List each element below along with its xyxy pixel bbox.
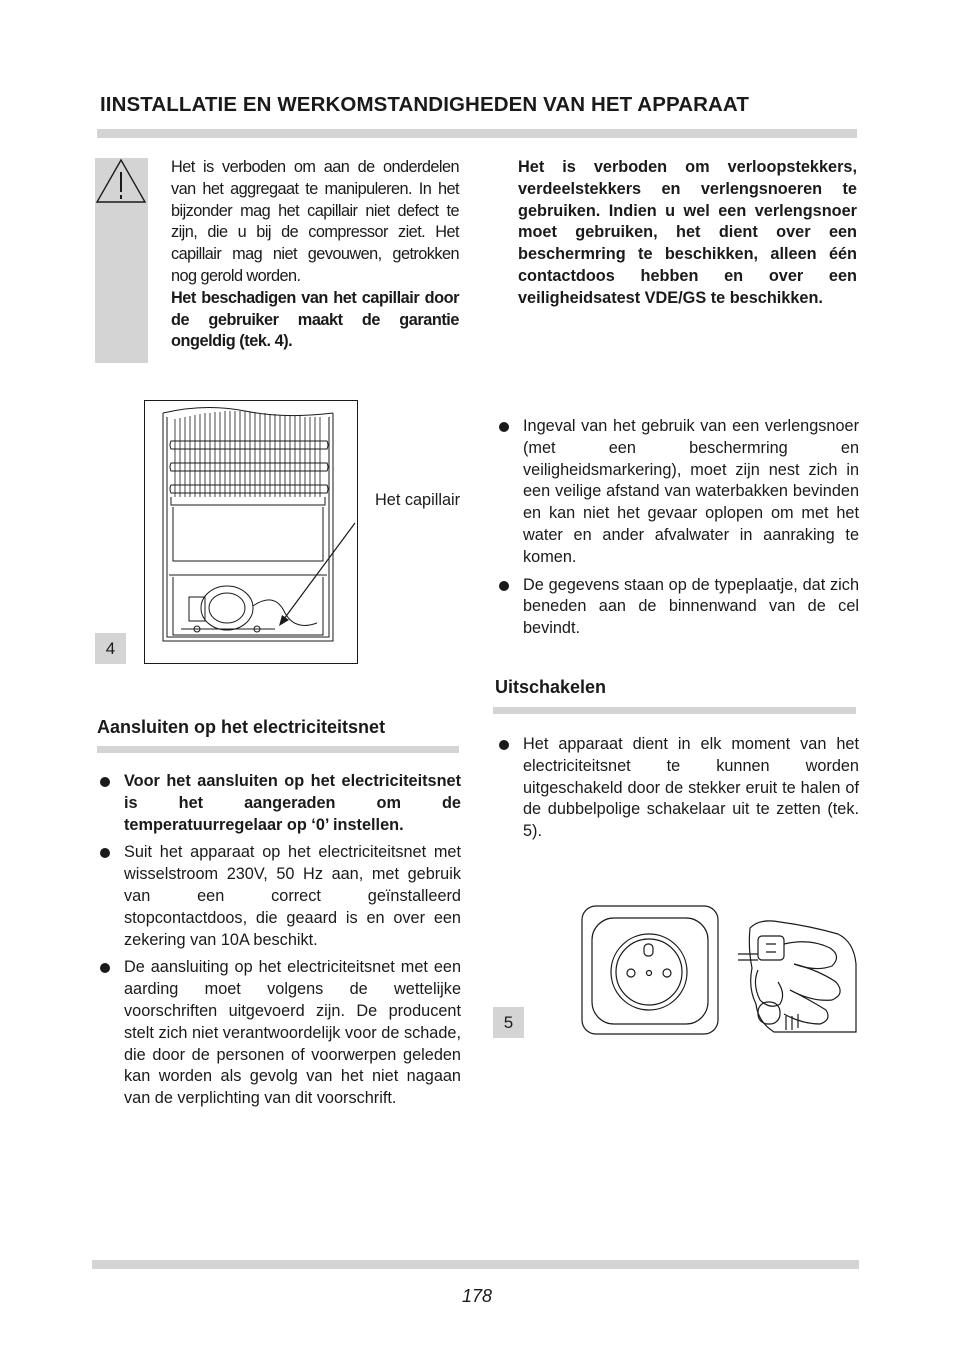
fridge-condenser-illustration <box>145 401 357 663</box>
figure-4-fridge-back <box>144 400 358 664</box>
list-item: Voor het aansluiten op het electriciteitsnet is het aangeraden om de temperatuurregelaar op ‘0’ instellen. <box>97 771 461 836</box>
figure-4-label: 4 <box>95 633 126 664</box>
socket-and-plug-illustration <box>580 904 860 1039</box>
footer-rule <box>92 1260 859 1269</box>
connect-heading: Aansluiten op het electriciteitsnet <box>97 717 386 737</box>
switch-off-heading: Uitschakelen <box>495 677 607 697</box>
connect-rule <box>97 746 459 753</box>
list-item: De gegevens staan op de typeplaatje, dat zich beneden aan de binnenwand van de cel bevindt. <box>496 575 859 640</box>
warning-triangle-icon <box>95 158 148 210</box>
warning-normal-text: Het is verboden om aan de onderdelen van het aggregaat te manipuleren. In het bijzonder mag het capillair niet defect te zijn, die u bij de compressor ziet. Het capillair mag niet gevouwen, getrokken nog gerold worden. <box>171 158 459 285</box>
figure-5-socket-and-plug <box>580 904 860 1039</box>
warning-bold-text: Het beschadigen van het capillair door de gebruiker maakt de garantie ongeldig (tek. 4). <box>171 288 459 351</box>
connect-list <box>97 771 461 1116</box>
switch-off-rule <box>493 707 856 714</box>
warning-bar <box>95 158 148 363</box>
extension-notes <box>496 416 859 646</box>
list-item: Het apparaat dient in elk moment van het electriciteitsnet te kunnen worden uitgeschakeld door de stekker eruit te halen of de dubbelpolige schakelaar uit te zetten (tek. 5). <box>496 734 859 843</box>
list-item: De aansluiting op het electriciteitsnet met een aarding moet volgens de wettelijke voorschriften uitgevoerd zijn. De producent stelt zich niet verantwoordelijk voor de schade, die door de personen of voorwerpen geleden kan worden als gevolg van het niet nagaan van de verplichting van dit voorschrift. <box>97 957 461 1110</box>
list-item: Suit het apparaat op het electriciteitsnet met wisselstroom 230V, 50 Hz aan, met gebruik van een correct geïnstalleerd stopcontactdoos, die geaard is en over een zekering van 10A beschikt. <box>97 842 461 951</box>
warning-text <box>171 157 459 353</box>
title-rule <box>97 129 857 138</box>
page-title: IINSTALLATIE EN WERKOMSTANDIGHEDEN VAN HET APPARAAT <box>100 93 749 116</box>
page-number: 178 <box>461 1286 493 1306</box>
plug-warning-text: Het is verboden om verloopstekkers, verdeelstekkers en verlengsnoeren te gebruiken. Indien u wel een verlengsnoer moet gebruiken, het dient over een beschermring te beschikken, alleen één contactdoos hebben en over een veiligheidsatest VDE/GS te beschikken. <box>518 158 857 307</box>
switch-off-list <box>496 734 859 849</box>
list-item: Ingeval van het gebruik van een verlengsnoer (met een beschermring en veiligheidsmarkering), moet zijn nest zich in een veilige afstand van waterbakken bevinden en kan niet het gevaar oplopen om met het water en ander afvalwater in aanraking te komen. <box>496 416 859 569</box>
capillary-callout: Het capillair <box>375 491 461 509</box>
figure-5-label: 5 <box>493 1007 524 1038</box>
